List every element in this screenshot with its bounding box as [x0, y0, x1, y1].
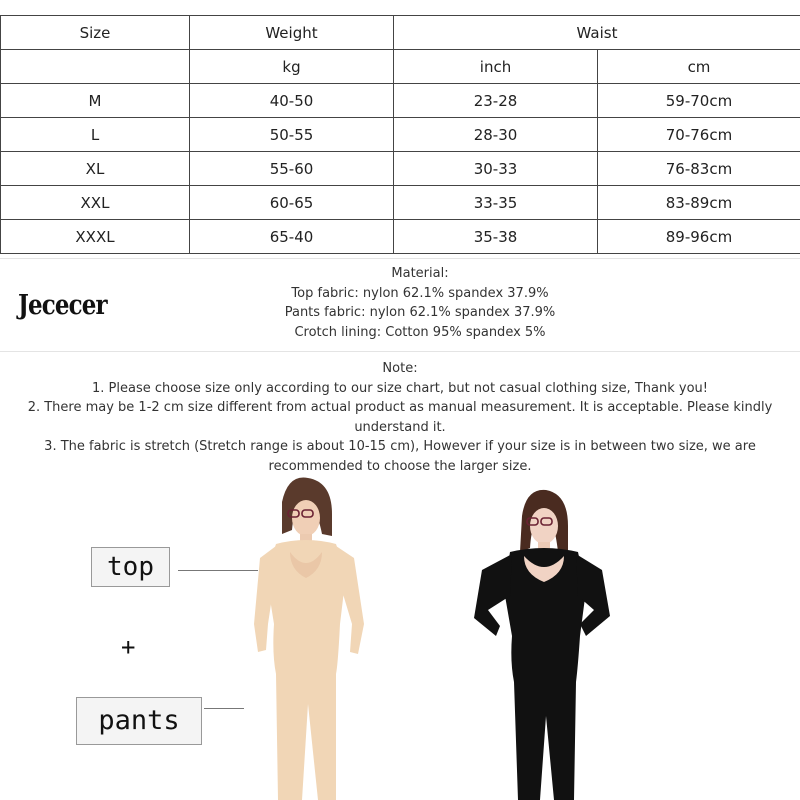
cell-inch: 28-30 [394, 118, 598, 152]
cell-size: XXL [1, 186, 190, 220]
divider [0, 351, 800, 352]
table-row [1, 220, 800, 254]
note-title: Note: [382, 361, 418, 376]
cell-cm: 83-89cm [598, 186, 800, 220]
brand-logo: Jececer [18, 290, 107, 321]
table-row [1, 152, 800, 186]
cell-cm: 70-76cm [598, 118, 800, 152]
material-line: Pants fabric: nylon 62.1% spandex 37.9% [284, 305, 556, 320]
label-pants: pants [76, 697, 202, 745]
cell-weight: 50-55 [190, 118, 394, 152]
cell-size: XL [1, 152, 190, 186]
header-waist: Waist [394, 16, 800, 50]
black-bodysuit-model [470, 486, 620, 800]
table-row [1, 186, 800, 220]
nude-bodysuit-model [236, 474, 376, 800]
material-line: Crotch lining: Cotton 95% spandex 5% [294, 324, 546, 340]
cell-inch: 23-28 [394, 84, 598, 118]
cell-weight: 60-65 [190, 186, 394, 220]
divider [0, 258, 800, 259]
table-row [1, 84, 800, 118]
cell-cm: 89-96cm [598, 220, 800, 254]
unit-cm: cm [598, 50, 800, 84]
cell-weight: 55-60 [190, 152, 394, 186]
note-section [0, 359, 800, 476]
note-line: 3. The fabric is stretch (Stretch range is about 10-15 cm), However if your size is in between two size, we are recommended to choose the larger size. [44, 439, 756, 474]
material-info [200, 264, 640, 342]
unit-empty [1, 50, 190, 84]
unit-kg: kg [190, 50, 394, 84]
size-chart-table [0, 15, 800, 254]
table-row [1, 118, 800, 152]
header-weight: Weight [190, 16, 394, 50]
cell-size: L [1, 118, 190, 152]
cell-cm: 59-70cm [598, 84, 800, 118]
cell-size: XXXL [1, 220, 190, 254]
cell-weight: 40-50 [190, 84, 394, 118]
material-line: Top fabric: nylon 62.1% spandex 37.9% [291, 285, 549, 301]
cell-weight: 65-40 [190, 220, 394, 254]
plus-sign: + [121, 633, 136, 661]
leader-line-top [178, 570, 258, 571]
header-size: Size [1, 16, 190, 50]
leader-line-pants [204, 708, 244, 709]
note-line: 1. Please choose size only according to our size chart, but not casual clothing size, Thank you! [92, 380, 708, 396]
cell-size: M [1, 84, 190, 118]
label-top: top [91, 547, 170, 587]
cell-cm: 76-83cm [598, 152, 800, 186]
cell-inch: 33-35 [394, 186, 598, 220]
material-title: Material: [391, 266, 449, 281]
cell-inch: 35-38 [394, 220, 598, 254]
unit-inch: inch [394, 50, 598, 84]
cell-inch: 30-33 [394, 152, 598, 186]
material-section [0, 262, 800, 350]
note-line: 2. There may be 1-2 cm size different from actual product as manual measurement. It is acceptable. Please kindly understand it. [27, 400, 773, 435]
